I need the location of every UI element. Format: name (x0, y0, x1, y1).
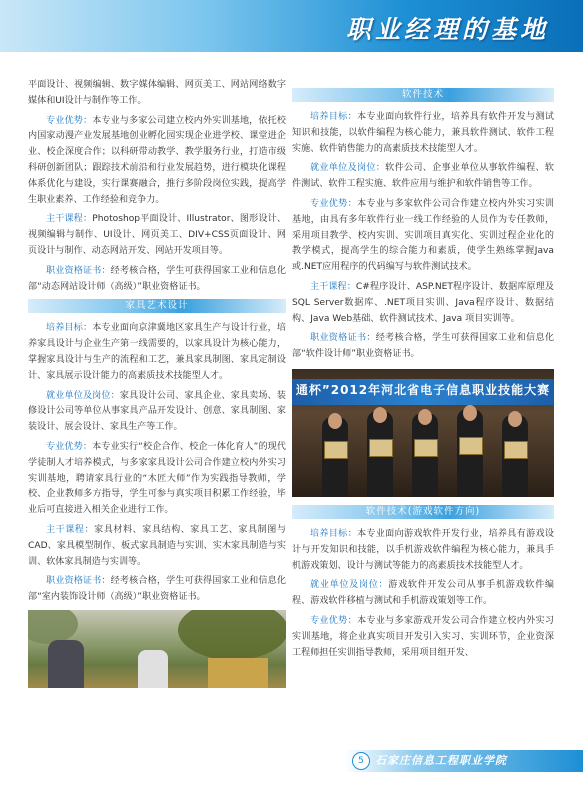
page-title: 职业经理的基地 (345, 15, 549, 44)
intro-paragraph: 平面设计、视频编辑、数字媒体编辑、网页美工、网站网络数字媒体和UI设计与制作等工作。 (28, 80, 286, 106)
courses-paragraph: 主干课程：Photoshop平面设计、Illustrator、图形设计、视频编辑与制作、UI设计、网页美工、DIV+CSS页面设计、网页设计与制作、动态网站开发、网站开发项目等。 (28, 214, 286, 256)
software-courses: 主干课程：C#程序设计、ASP.NET程序设计、数据库原理及SQL Server数据库、.NET项目实训、Java程序设计、数据结构、Java Web基础、软件测试技术、Java 项目实训等。 (292, 281, 554, 324)
page-number: 5 (352, 752, 370, 770)
game-advantage: 专业优势：本专业与多家游戏开发公司合作建立校内外实习实训基地，将企业真实项目开发引入实习、实训环节，企业资深工程师担任实训指导教师，采用项目组开发、 (292, 615, 554, 658)
section-header-game-software: 软件技术(游戏软件方向) (292, 505, 554, 519)
competition-award-photo (292, 369, 554, 497)
section-header-software: 软件技术 (292, 88, 554, 102)
furniture-jobs: 就业单位及岗位：家具设计公司、家具企业、家具卖场、装修设计公司等单位从事家具产品开发设计、创意、家具制图、家装设计、展会设计、家具生产等工作。 (28, 390, 286, 433)
furniture-goal: 培养目标：本专业面向京津冀地区家具生产与设计行业，培养家具设计与企业生产第一线需要的，以家具设计为核心能力，掌握家具设计与生产的流程和工艺，兼具家具制图、家具定制设计、家具展示设计能力的高素质技术技能型人才。 (28, 323, 286, 381)
advantage-paragraph: 专业优势：本专业与多家公司建立校内外实训基地，依托校内国家动漫产业发展基地创业孵化园实现企业进学校、课堂进企业、校企深度合作；以科研带动教学、教学服务行业，打造市级科研创新团队；跟踪技术前沿和行业发展趋势，进行模块化课程体系优化与建设，实行课赛融合，推行多阶段岗位实践，提高学生职业素养、工作经验和竞争力。 (28, 115, 286, 205)
software-advantage: 专业优势：本专业与多家软件公司合作建立校内外实习实训基地，由具有多年软件行业一线工作经验的人员作为专任教师，采用项目教学、校内实训、实训项目真实化、实训过程企业化的教学模式，提高学生的综合能力和素质，使学生熟练掌握Java或.NET应用程序的代码编写与软件测试技术。 (292, 198, 554, 273)
software-certificate: 职业资格证书：经考核合格，学生可获得国家工业和信息化部“软件设计师”职业资格证书。 (292, 333, 554, 360)
software-goal: 培养目标：本专业面向软件行业，培养具有软件开发与测试知识和技能，以软件编程为核心能力，兼具软件测试、软件工程实施、软件销售能力的高素质技术技能型人才。 (292, 112, 554, 154)
certificate-paragraph: 职业资格证书：经考核合格，学生可获得国家工业和信息化部“动态网站设计师（高级）”职业资格证书。 (28, 265, 286, 292)
right-column (292, 84, 554, 665)
furniture-certificate: 职业资格证书：经考核合格，学生可获得国家工业和信息化部“室内装饰设计师（高级）”职业资格证书。 (28, 576, 286, 603)
game-goal: 培养目标：本专业面向游戏软件开发行业，培养具有游戏设计与开发知识和技能，以手机游戏软件编程为核心能力，兼具手机游戏策划、设计与测试等能力的高素质技术技能型人才。 (292, 528, 554, 571)
footer-school-name: 石家庄信息工程职业学院 (375, 754, 507, 767)
section-header-furniture: 家具艺术设计 (28, 299, 286, 313)
furniture-courses: 主干课程：家具材料、家具结构、家具工艺、家具制图与CAD、家具模型制作、板式家具制造与实训、实木家具制造与实训、软体家具制造与实训等。 (28, 524, 286, 567)
header-banner (0, 0, 583, 52)
competition-banner-text: 通杯”2012年河北省电子信息职业技能大赛 (295, 382, 551, 397)
left-column (28, 78, 286, 688)
software-jobs: 就业单位及岗位：软件公司、企事业单位从事软件编程、软件测试、软件工程实施、软件应用与维护和软件销售等工作。 (292, 163, 554, 190)
game-jobs: 就业单位及岗位：游戏软件开发公司从事手机游戏软件编程、游戏软件移植与测试和手机游戏策划等工作。 (292, 580, 554, 607)
furniture-advantage: 专业优势：本专业实行“校企合作、校企一体化育人”的现代学徒制人才培养模式，与多家家具设计公司合作建立校内外实习实训基地，聘请家具行业的“木匠大师”作为实践指导教师，学校、企业教师多方指导，学生可参与真实项目积累工作经验，毕业后可直接进入相关企业进行工作。 (28, 441, 286, 516)
outdoor-drawing-photo (28, 610, 286, 688)
